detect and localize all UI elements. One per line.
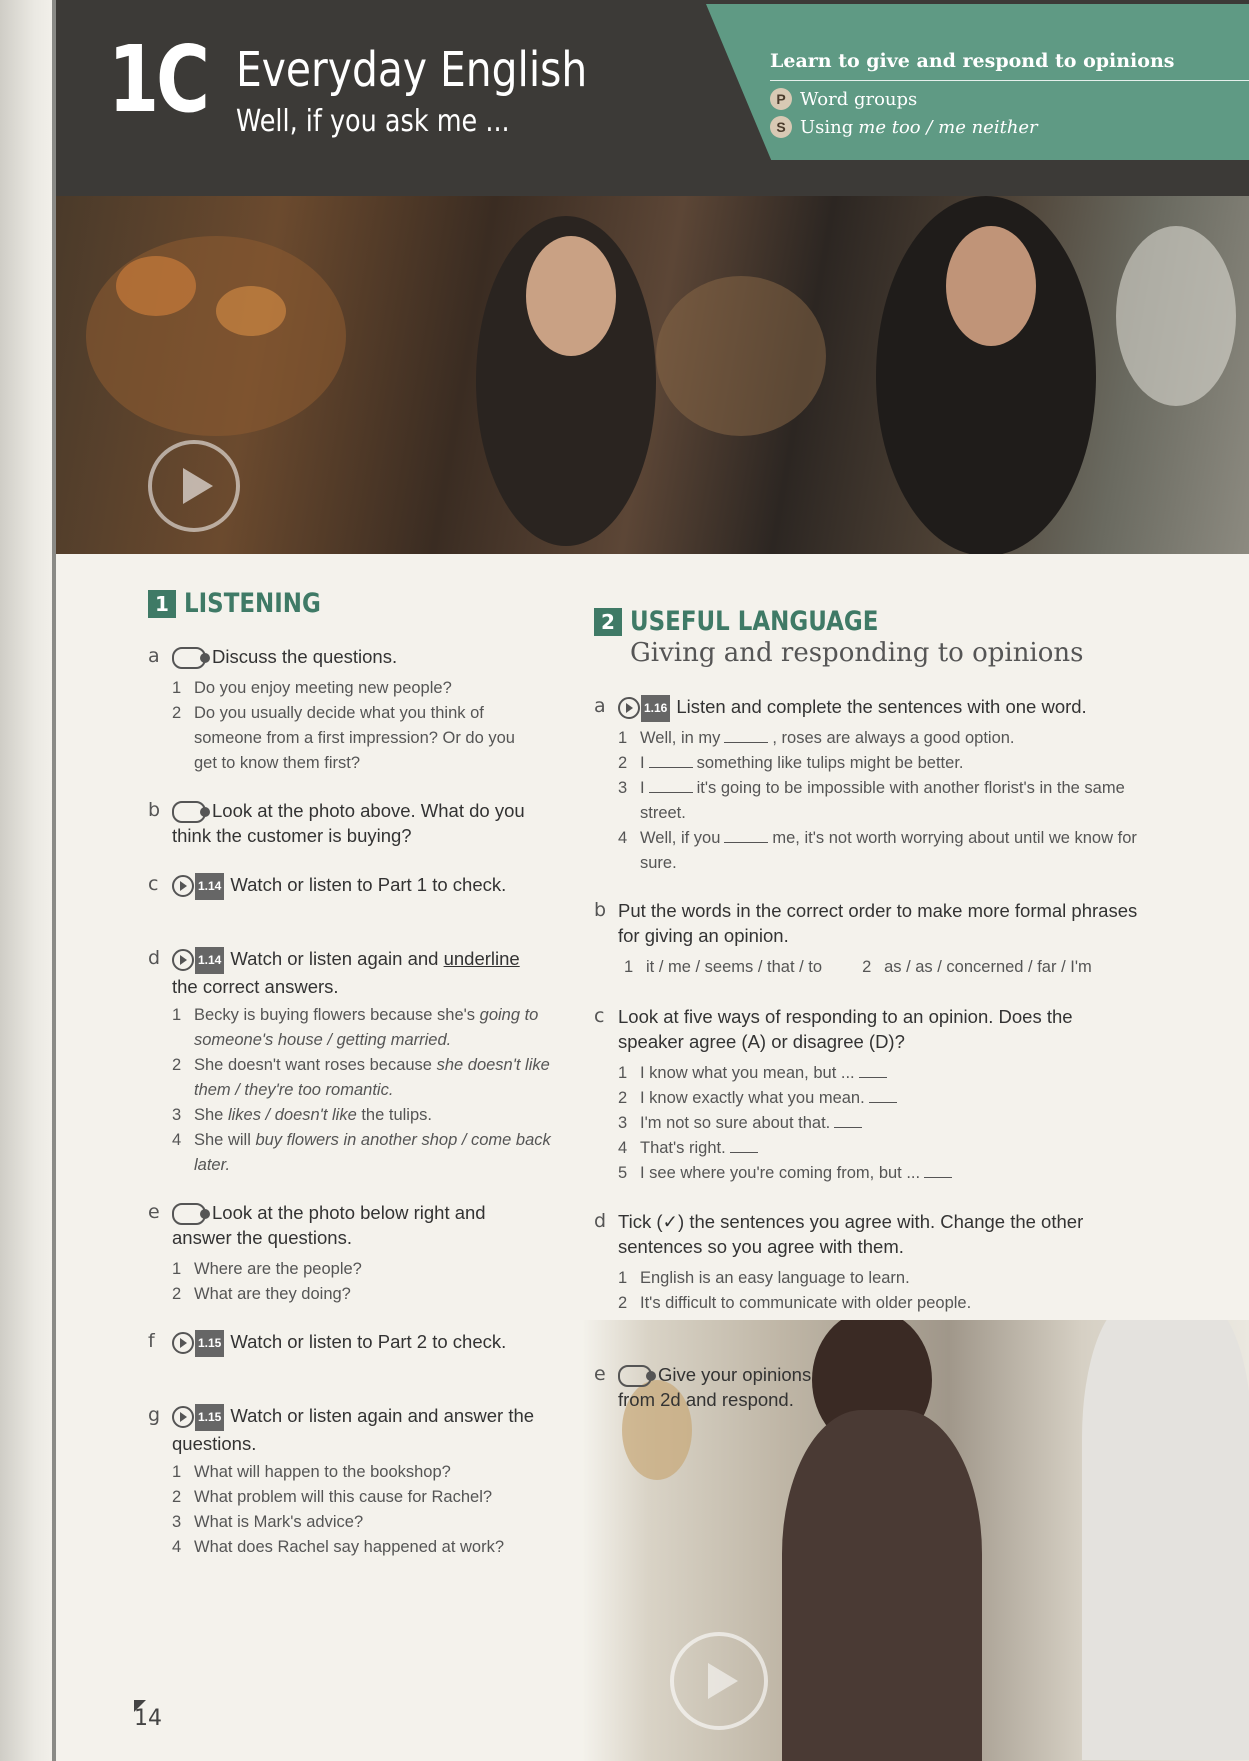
answer-blank[interactable]: [724, 828, 768, 843]
speech-bubble-icon: [172, 647, 206, 669]
section-subtitle: Giving and responding to opinions: [630, 638, 1084, 668]
answer-blank[interactable]: [730, 1138, 758, 1153]
section-number: 1: [148, 590, 176, 618]
speech-bubble-icon: [172, 1203, 206, 1225]
page-title: Everyday English: [236, 42, 588, 98]
goal-title: Learn to give and respond to opinions: [770, 50, 1175, 72]
list-item: 4 She will buy flowers in another shop / come back later.: [172, 1131, 551, 1174]
list-item: 3 What is Mark's advice?: [172, 1513, 364, 1531]
list-item: 1 I know what you mean, but ...: [618, 1061, 1148, 1086]
play-icon: [183, 468, 213, 504]
task-2c: c Look at five ways of responding to an opinion. Does the speaker agree (A) or disagree (D)?: [594, 1005, 1073, 1052]
task-1a-list: [172, 676, 542, 776]
list-item: 1 Well, in my , roses are always a good option.: [618, 729, 1015, 747]
list-item: 2 as / as / concerned / far / I'm: [862, 958, 1092, 976]
task-1d: d 1.14 Watch or listen again and underline the correct answers.: [148, 947, 520, 997]
goal-text-em: me too / me neither: [858, 116, 1038, 138]
task-2b-list: [624, 955, 1154, 980]
list-item: 1 Becky is buying flowers because she's going to someone's house / getting married.: [172, 1006, 539, 1049]
goal-divider: [770, 80, 1249, 81]
answer-blank[interactable]: [869, 1088, 897, 1103]
list-item: 4 Well, if you me, it's not worth worrying about until we know for sure.: [618, 829, 1137, 872]
video-play-button[interactable]: [670, 1632, 768, 1730]
answer-blank[interactable]: [924, 1163, 952, 1178]
list-item: 5 I see where you're coming from, but ...: [618, 1161, 1148, 1186]
audio-track-icon[interactable]: 1.14: [172, 873, 224, 900]
list-item: 4 What does Rachel say happened at work?: [172, 1538, 505, 1556]
list-item: 2 She doesn't want roses because she doesn't like them / they're too romantic.: [172, 1056, 550, 1099]
audio-track-icon[interactable]: 1.14: [172, 947, 224, 974]
list-item: 1 English is an easy language to learn.: [618, 1269, 910, 1287]
section-title: USEFUL LANGUAGE: [630, 606, 879, 637]
section-useful-language-heading: [594, 606, 922, 637]
goal-item-me-too: [770, 116, 1038, 138]
task-2a-list: [618, 726, 1148, 876]
answer-blank[interactable]: [834, 1113, 862, 1128]
list-item: 1 Where are the people?: [172, 1260, 362, 1278]
list-item: 4 That's right.: [618, 1136, 1148, 1161]
list-item: 1 it / me / seems / that / to: [624, 958, 823, 976]
section-listening-heading: [148, 588, 345, 619]
list-item: 2 Do you usually decide what you think of someone from a first impression? Or do you get to know them first?: [172, 704, 515, 772]
task-text: Discuss the questions.: [212, 646, 398, 667]
task-1b: b Look at the photo above. What do you think the customer is buying?: [148, 799, 525, 847]
task-2b: b Put the words in the correct order to make more formal phrases for giving an opinion.: [594, 899, 1138, 946]
list-item: 2 It's difficult to communicate with older people.: [618, 1294, 972, 1312]
task-2d: d Tick (✓) the sentences you agree with. Change the other sentences so you agree with them.: [594, 1210, 1084, 1257]
answer-blank[interactable]: [649, 753, 693, 768]
video-play-button[interactable]: [148, 440, 240, 532]
list-item: 2 What problem will this cause for Rachel?: [172, 1488, 493, 1506]
pronunciation-badge-icon: P: [770, 88, 792, 110]
list-item: 3 She likes / doesn't like the tulips.: [172, 1106, 432, 1124]
list-item: 1 What will happen to the bookshop?: [172, 1463, 451, 1481]
speech-bubble-icon: [172, 801, 206, 823]
goal-item-word-groups: [770, 88, 917, 110]
task-1d-list: [172, 1003, 552, 1178]
task-1e: e Look at the photo below right and answer the questions.: [148, 1201, 486, 1249]
task-2a: a 1.16 Listen and complete the sentences with one word.: [618, 694, 1158, 722]
task-2e: e Give your opinions from 2d and respond.: [594, 1363, 812, 1411]
list-item: 2 I know exactly what you mean.: [618, 1086, 1148, 1111]
task-2c-list: [618, 1061, 1148, 1186]
answer-blank[interactable]: [859, 1063, 887, 1078]
task-1e-list: [172, 1257, 542, 1307]
goal-text-prefix: Using: [800, 116, 854, 138]
list-item: 3 I'm not so sure about that.: [618, 1111, 1148, 1136]
unit-number: 1C: [108, 26, 207, 133]
task-1f: f 1.15 Watch or listen to Part 2 to check.: [172, 1329, 522, 1357]
play-icon: [708, 1663, 738, 1699]
list-item: 1 Do you enjoy meeting new people?: [172, 679, 452, 697]
list-item: 2 What are they doing?: [172, 1285, 351, 1303]
list-item: 2 I something like tulips might be better.: [618, 754, 964, 772]
page-subtitle: Well, if you ask me ...: [236, 104, 510, 139]
task-letter: a: [148, 645, 160, 667]
task-1g-list: [172, 1460, 552, 1560]
task-1c: c 1.14 Watch or listen to Part 1 to check.: [172, 872, 522, 900]
section-number: 2: [594, 608, 622, 636]
audio-track-icon[interactable]: 1.15: [172, 1330, 224, 1357]
audio-track-icon[interactable]: 1.15: [172, 1404, 224, 1431]
speaking-badge-icon: S: [770, 116, 792, 138]
list-item: 3 I it's going to be impossible with another florist's in the same street.: [618, 779, 1125, 822]
task-1g: g 1.15 Watch or listen again and answer the questions.: [148, 1404, 535, 1454]
page-number: 14: [134, 1706, 162, 1731]
answer-blank[interactable]: [724, 728, 768, 743]
book-spine: [0, 0, 58, 1761]
goal-text: Word groups: [800, 88, 918, 110]
task-1a: [148, 644, 552, 669]
answer-blank[interactable]: [649, 778, 693, 793]
section-title: LISTENING: [184, 588, 321, 619]
audio-track-icon[interactable]: 1.16: [618, 695, 670, 722]
speech-bubble-icon: [618, 1365, 652, 1387]
